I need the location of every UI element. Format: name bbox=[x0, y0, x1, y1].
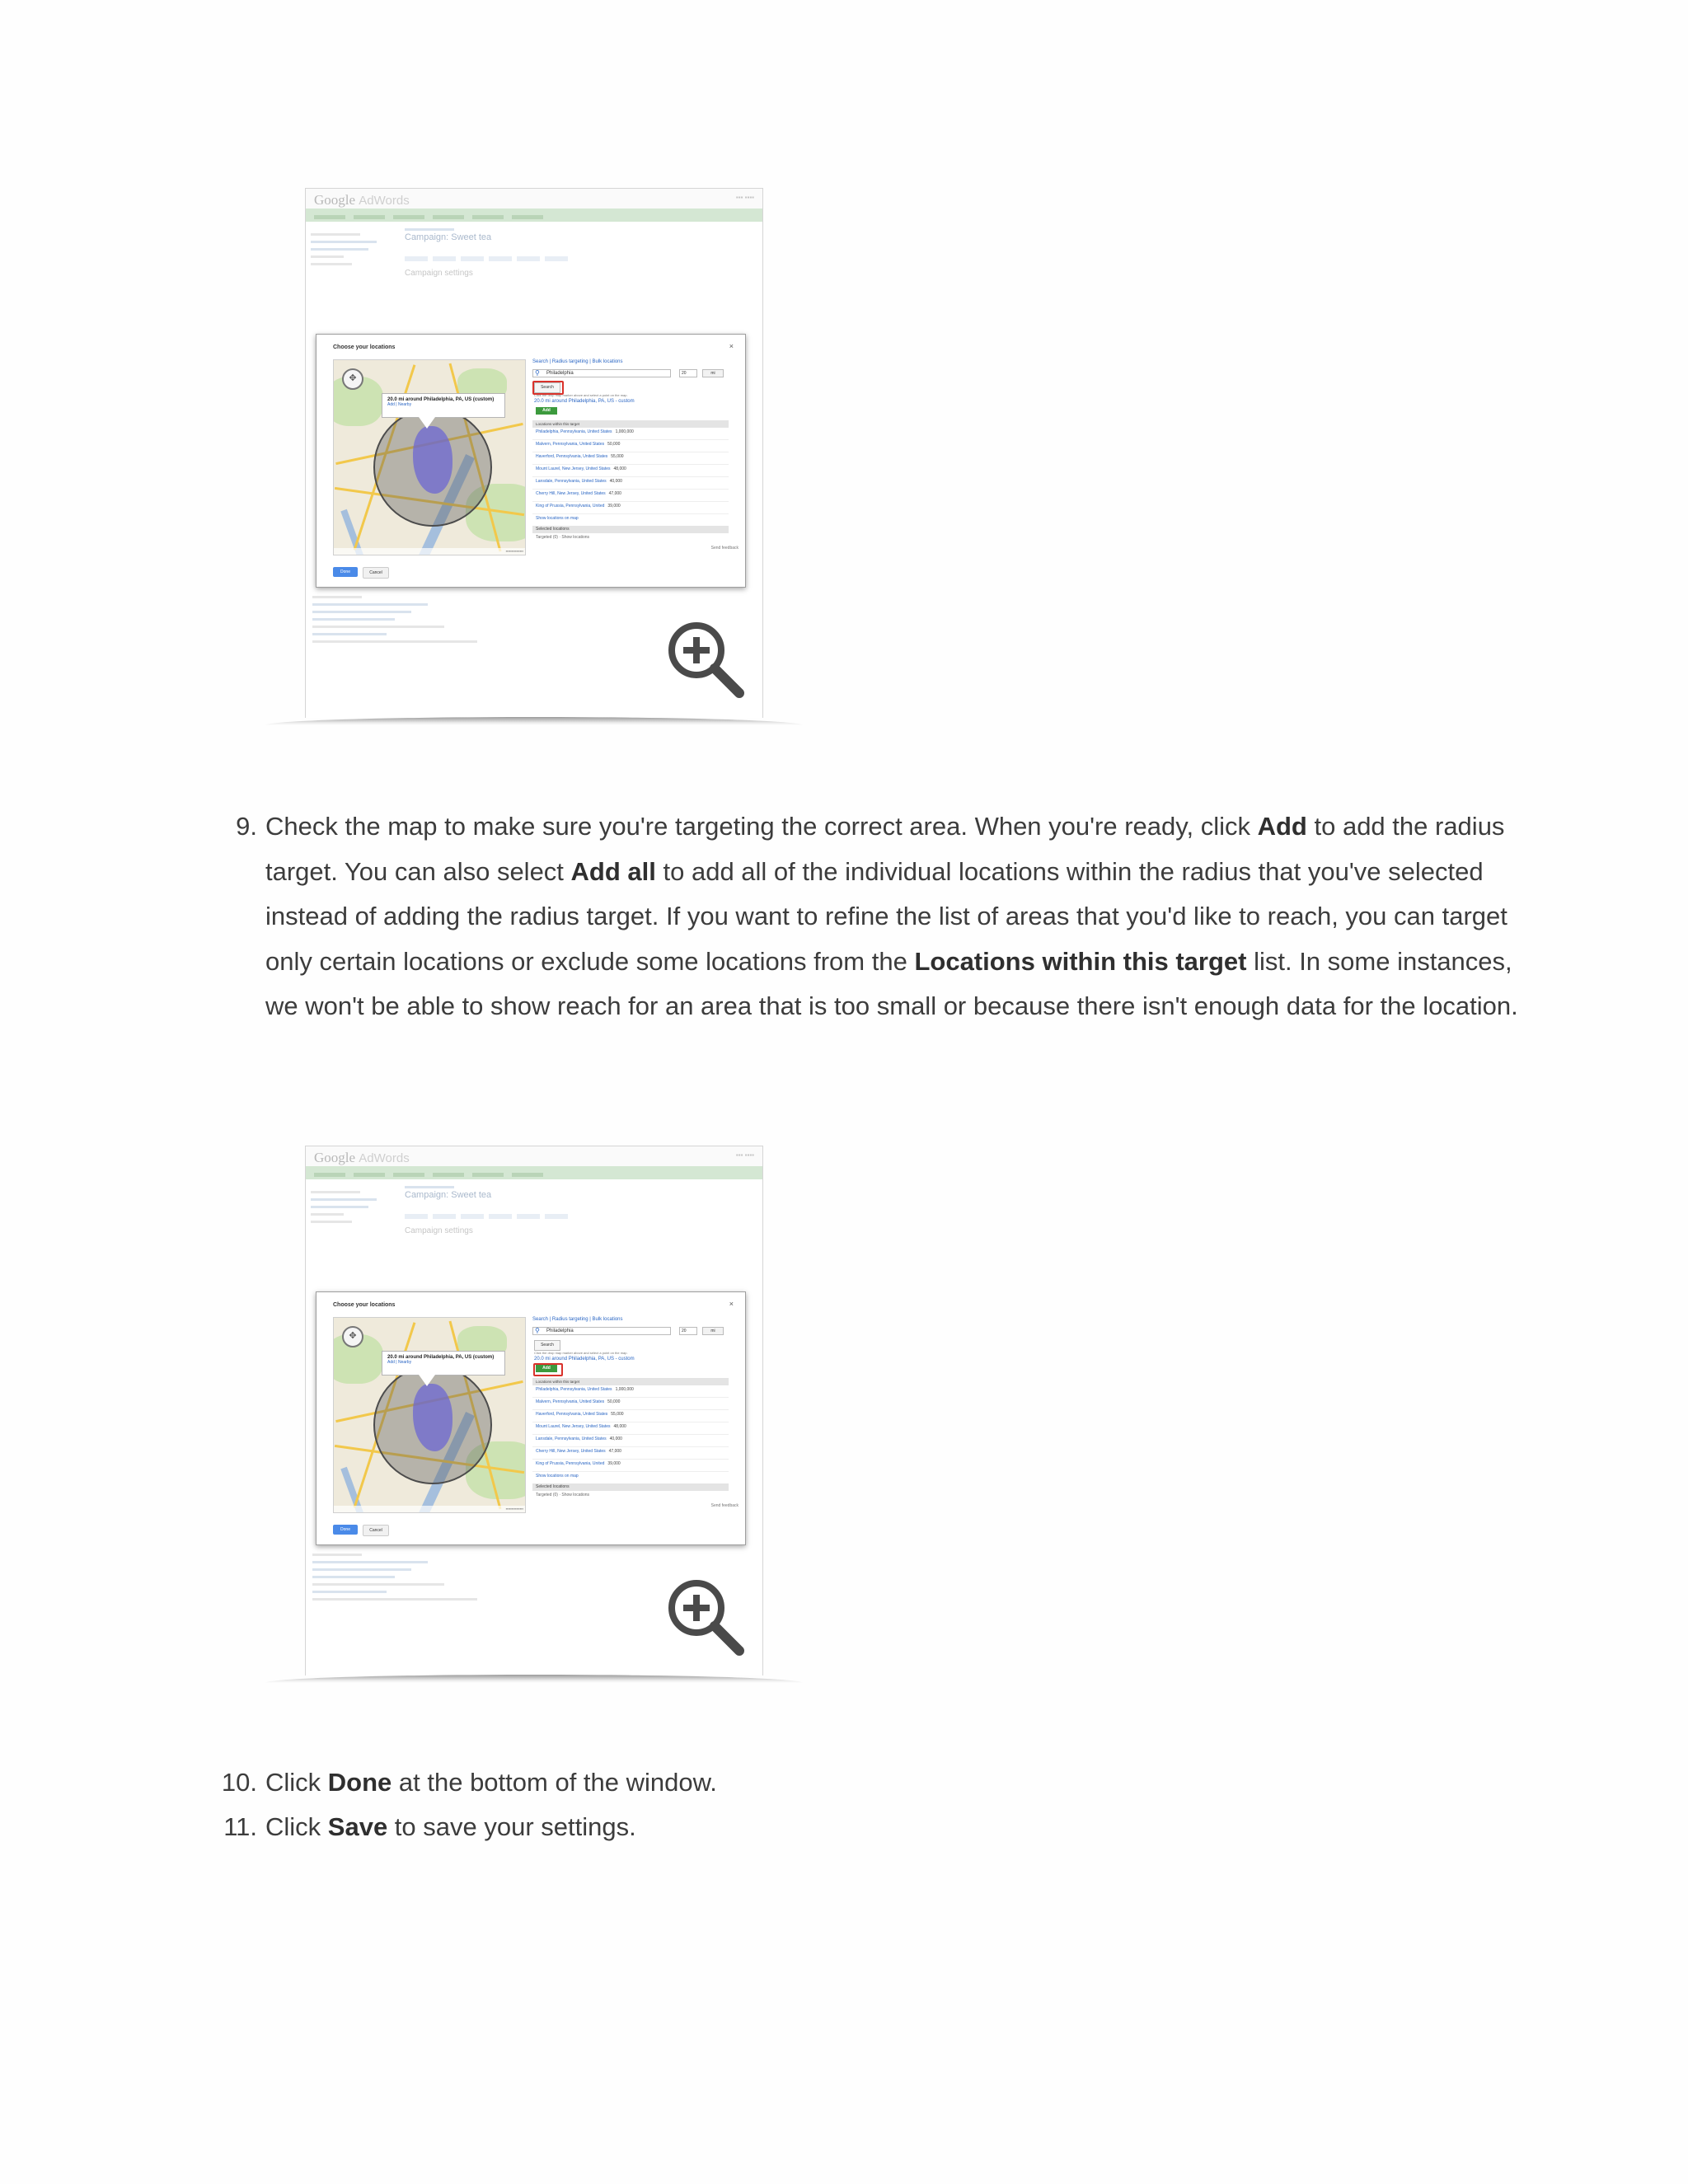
radius-unit-select[interactable]: mi bbox=[702, 369, 724, 377]
map-pin-icon[interactable]: ⚲ bbox=[535, 1327, 540, 1334]
cancel-button[interactable]: Cancel bbox=[363, 567, 389, 579]
close-icon[interactable]: × bbox=[729, 1300, 734, 1308]
adwords-screenshot bbox=[305, 1146, 763, 1675]
location-name[interactable]: Cherry Hill, New Jersey, United States bbox=[536, 1449, 606, 1454]
campaign-title: Campaign: Sweet tea bbox=[405, 232, 492, 242]
table-row[interactable] bbox=[532, 440, 729, 452]
add-button[interactable]: Add bbox=[536, 1365, 557, 1372]
location-map[interactable] bbox=[333, 359, 526, 555]
map-footer: ▪▪▪▪▪▪▪▪▪▪▪▪▪▪▪ bbox=[334, 1506, 525, 1512]
step-9: 9. Check the map to make sure you're targeting the correct area. When you're ready, click Add to add the radius target. You can also select Add all to add all of the individual locations within the radius that you've selected instead of adding the radius target. If you want to refine the list of areas that you'd like to reach, you can target only certain locations or exclude some locations from the Locations within this target list. In some instances, we won't be able to show reach for an area that is too small or because there isn't enough data for the location. bbox=[265, 804, 1518, 1029]
zoom-in-icon[interactable] bbox=[663, 1575, 746, 1657]
location-reach: 50,000 bbox=[607, 442, 621, 447]
adwords-logo: Google AdWords bbox=[314, 192, 410, 208]
map-footer: ▪▪▪▪▪▪▪▪▪▪▪▪▪▪▪ bbox=[334, 548, 525, 555]
step-number: 11. bbox=[223, 1812, 257, 1841]
targeted-count[interactable]: Targeted (0) · Show locations bbox=[536, 1493, 590, 1497]
adwords-header bbox=[306, 1146, 762, 1168]
show-on-map-link[interactable]: Show locations on map bbox=[536, 516, 579, 521]
highlight-box bbox=[533, 1363, 563, 1376]
map-info-bubble: 20.0 mi around Philadelphia, PA, US (custom) Add | Nearby bbox=[382, 393, 505, 418]
targeting-mode-links[interactable]: Search | Radius targeting | Bulk locations bbox=[532, 359, 623, 364]
step-11: 11. Click Save to save your settings. bbox=[265, 1805, 1518, 1850]
table-row[interactable] bbox=[532, 1460, 729, 1472]
campaign-sidebar bbox=[311, 228, 393, 270]
radius-unit-select[interactable]: mi bbox=[702, 1327, 724, 1335]
table-row[interactable] bbox=[532, 1398, 729, 1410]
map-hint-text: Click the drop map marker above and select a point on the map. bbox=[534, 393, 628, 397]
save-term: Save bbox=[327, 1812, 388, 1841]
location-name[interactable]: Haverford, Pennsylvania, United States bbox=[536, 454, 608, 459]
locations-table bbox=[532, 1378, 729, 1497]
table-row[interactable] bbox=[532, 1422, 729, 1435]
table-row[interactable] bbox=[532, 502, 729, 514]
map-pan-control-icon[interactable]: ✥ bbox=[342, 1326, 363, 1347]
chosen-radius-target[interactable]: 20.0 mi around Philadelphia, PA, US - custom bbox=[534, 1357, 635, 1361]
close-icon[interactable]: × bbox=[729, 342, 734, 350]
table-header: Locations within this target bbox=[532, 1378, 729, 1385]
table-row[interactable] bbox=[532, 465, 729, 477]
table-row[interactable] bbox=[532, 452, 729, 465]
table-header: Locations within this target bbox=[532, 420, 729, 428]
table-row[interactable] bbox=[532, 477, 729, 490]
table-row[interactable] bbox=[532, 428, 729, 440]
location-search-input[interactable]: Philadelphia bbox=[532, 369, 671, 377]
location-name[interactable]: Mount Laurel, New Jersey, United States bbox=[536, 1424, 611, 1429]
table-row[interactable] bbox=[532, 1435, 729, 1447]
location-reach: 1,000,000 bbox=[615, 1387, 634, 1392]
location-name[interactable]: Lansdale, Pennsylvania, United States bbox=[536, 479, 607, 484]
selected-locations-header: Selected locations bbox=[532, 526, 729, 533]
location-name[interactable]: Philadelphia, Pennsylvania, United States bbox=[536, 429, 612, 434]
radius-input[interactable]: 20 bbox=[679, 369, 697, 377]
table-row[interactable] bbox=[532, 490, 729, 502]
send-feedback-link[interactable]: Send feedback bbox=[710, 1503, 738, 1508]
location-name[interactable]: King of Prussia, Pennsylvania, United bbox=[536, 1461, 605, 1466]
choose-locations-dialog bbox=[316, 1291, 746, 1545]
targeted-count[interactable]: Targeted (0) · Show locations bbox=[536, 535, 590, 540]
section-title: Campaign settings bbox=[405, 1226, 473, 1235]
account-links: ▪▪▪ ▪▪▪▪ bbox=[735, 1151, 754, 1159]
locations-within-target-term: Locations within this target bbox=[914, 946, 1247, 976]
dialog-title: Choose your locations bbox=[333, 1302, 396, 1308]
map-info-bubble: 20.0 mi around Philadelphia, PA, US (custom) Add | Nearby bbox=[382, 1351, 505, 1376]
campaign-sidebar bbox=[311, 1186, 393, 1228]
location-name[interactable]: Mount Laurel, New Jersey, United States bbox=[536, 466, 611, 471]
location-name[interactable]: Lansdale, Pennsylvania, United States bbox=[536, 1436, 607, 1441]
campaign-main bbox=[405, 1186, 754, 1235]
location-search-input[interactable]: Philadelphia bbox=[532, 1327, 671, 1335]
add-all-term: Add all bbox=[570, 856, 656, 886]
location-reach: 47,000 bbox=[608, 1449, 621, 1454]
adwords-screenshot bbox=[305, 188, 763, 718]
table-row[interactable] bbox=[532, 1385, 729, 1398]
locations-table bbox=[532, 420, 729, 540]
show-on-map-link[interactable]: Show locations on map bbox=[536, 1474, 579, 1479]
dialog-title: Choose your locations bbox=[333, 344, 396, 350]
table-row[interactable] bbox=[532, 1447, 729, 1460]
location-reach: 39,000 bbox=[607, 504, 621, 509]
location-reach: 1,000,000 bbox=[615, 429, 634, 434]
location-reach: 39,000 bbox=[607, 1461, 621, 1466]
location-search-panel bbox=[532, 1317, 734, 1523]
search-button[interactable]: Search bbox=[534, 1340, 560, 1351]
selected-locations-header: Selected locations bbox=[532, 1483, 729, 1491]
search-button[interactable]: Search bbox=[534, 382, 560, 393]
location-name[interactable]: King of Prussia, Pennsylvania, United bbox=[536, 504, 605, 509]
account-links: ▪▪▪ ▪▪▪▪ bbox=[735, 194, 754, 201]
done-button[interactable]: Done bbox=[333, 567, 358, 577]
highlight-box bbox=[532, 381, 564, 395]
chosen-radius-target[interactable]: 20.0 mi around Philadelphia, PA, US - custom bbox=[534, 399, 635, 404]
map-pin-icon[interactable]: ⚲ bbox=[535, 369, 540, 377]
step-number: 9. bbox=[236, 812, 257, 841]
send-feedback-link[interactable]: Send feedback bbox=[710, 546, 738, 551]
location-reach: 55,000 bbox=[611, 454, 624, 459]
zoom-in-icon[interactable] bbox=[663, 617, 746, 700]
adwords-nav-bar bbox=[306, 1166, 762, 1179]
location-name[interactable]: Malvern, Pennsylvania, United States bbox=[536, 1399, 605, 1404]
location-reach: 48,000 bbox=[613, 1424, 626, 1429]
screenshot-search-step[interactable] bbox=[265, 188, 803, 725]
done-term: Done bbox=[327, 1768, 392, 1797]
add-button[interactable]: Add bbox=[536, 407, 557, 415]
location-reach: 50,000 bbox=[607, 1399, 621, 1404]
screenshot-add-step[interactable] bbox=[265, 1146, 803, 1683]
adwords-header bbox=[306, 189, 762, 210]
image-shadow bbox=[265, 1675, 803, 1683]
campaign-tabs bbox=[405, 1208, 754, 1216]
location-search-panel bbox=[532, 359, 734, 565]
adwords-logo: Google AdWords bbox=[314, 1150, 410, 1165]
section-title: Campaign settings bbox=[405, 269, 473, 278]
campaign-title: Campaign: Sweet tea bbox=[405, 1190, 492, 1200]
map-hint-text: Click the drop map marker above and select a point on the map. bbox=[534, 1351, 628, 1355]
location-reach: 55,000 bbox=[611, 1412, 624, 1417]
add-term: Add bbox=[1257, 812, 1307, 841]
image-shadow bbox=[265, 717, 803, 725]
location-name[interactable]: Malvern, Pennsylvania, United States bbox=[536, 442, 605, 447]
choose-locations-dialog bbox=[316, 334, 746, 588]
location-reach: 48,000 bbox=[613, 466, 626, 471]
map-pan-control-icon[interactable]: ✥ bbox=[342, 368, 363, 390]
table-row[interactable] bbox=[532, 1410, 729, 1422]
targeting-mode-links[interactable]: Search | Radius targeting | Bulk locations bbox=[532, 1317, 623, 1322]
location-map[interactable] bbox=[333, 1317, 526, 1513]
done-button[interactable]: Done bbox=[333, 1525, 358, 1535]
location-reach: 47,000 bbox=[608, 491, 621, 496]
location-name[interactable]: Philadelphia, Pennsylvania, United States bbox=[536, 1387, 612, 1392]
step-number: 10. bbox=[221, 1768, 257, 1797]
campaign-tabs bbox=[405, 251, 754, 259]
step-10: 10. Click Done at the bottom of the window. bbox=[265, 1760, 1518, 1806]
campaign-main bbox=[405, 228, 754, 278]
location-name[interactable]: Cherry Hill, New Jersey, United States bbox=[536, 491, 606, 496]
cancel-button[interactable]: Cancel bbox=[363, 1525, 389, 1536]
radius-input[interactable]: 20 bbox=[679, 1327, 697, 1335]
location-reach: 40,000 bbox=[609, 1436, 622, 1441]
adwords-nav-bar bbox=[306, 209, 762, 222]
location-reach: 40,000 bbox=[609, 479, 622, 484]
location-name[interactable]: Haverford, Pennsylvania, United States bbox=[536, 1412, 608, 1417]
